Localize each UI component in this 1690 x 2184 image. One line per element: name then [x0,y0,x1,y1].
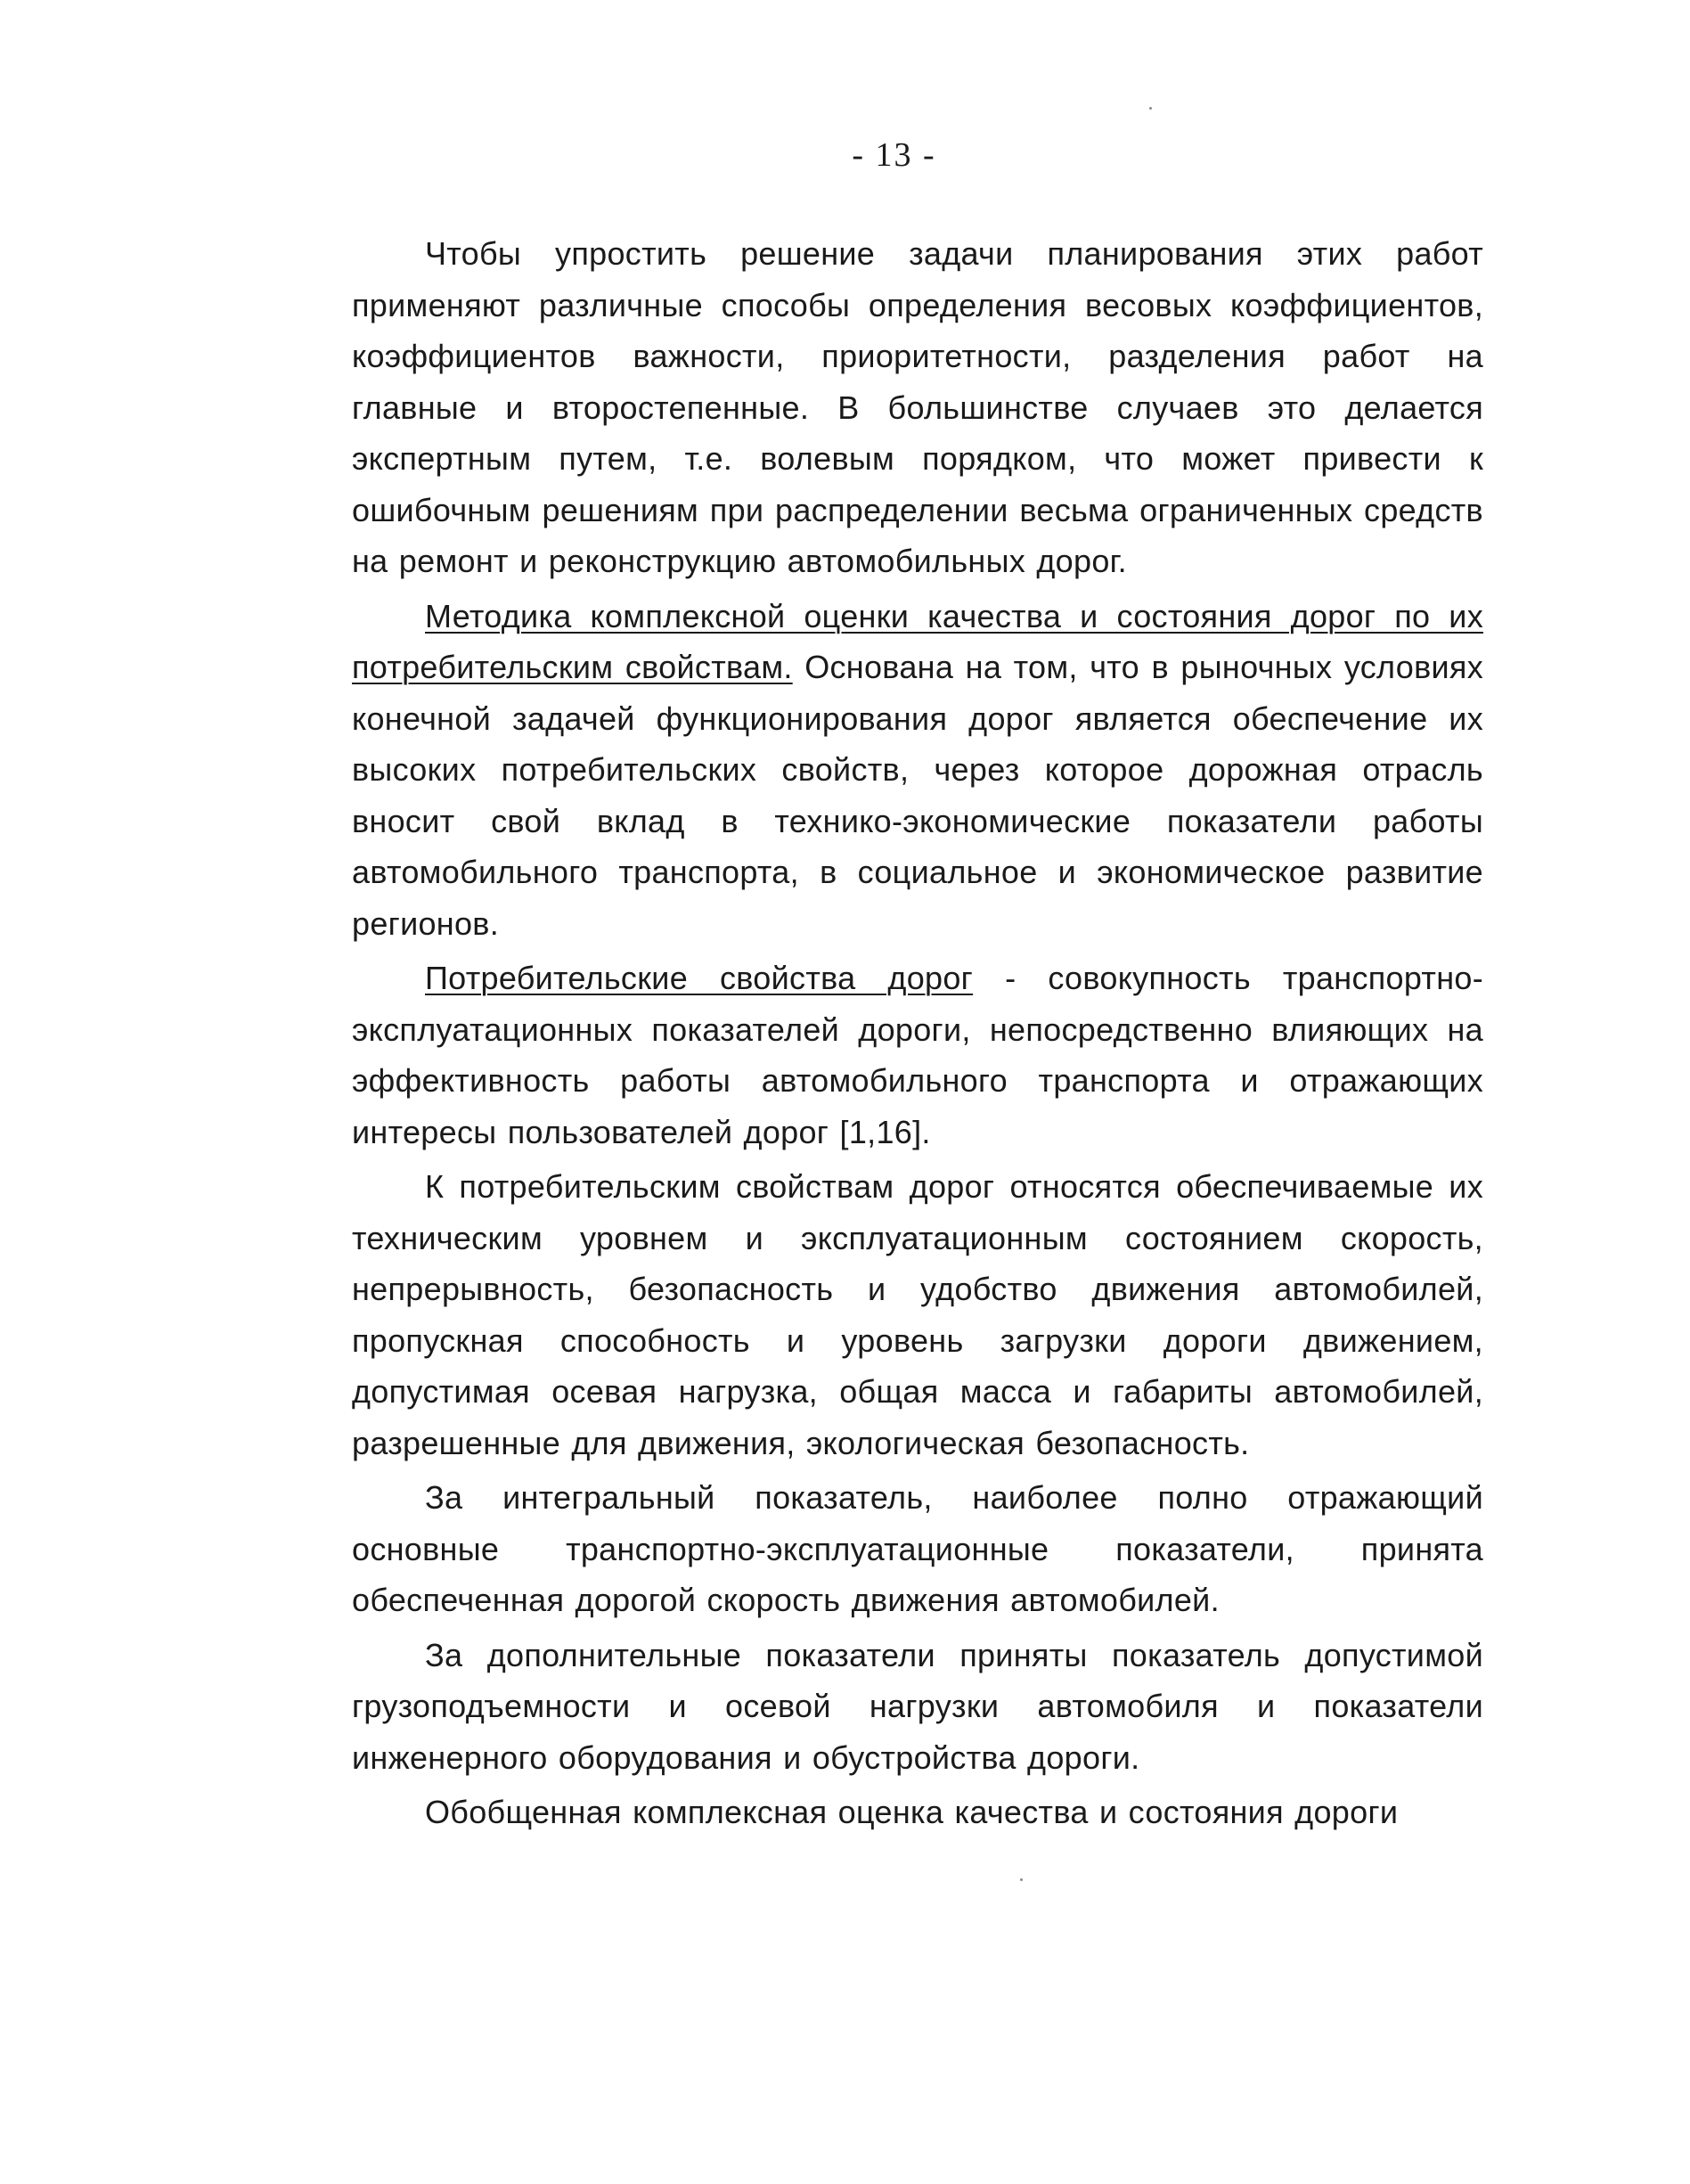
document-body [352,228,1483,1842]
paragraph-text: Основана на том, что в рыночных условиях конечной задачей функционирования дорог является обеспечение их высоких потребительских свойств, через которое дорожная отрасль вносит свой вклад в технико-экономические показатели работы автомобильного транспорта, в социальное и экономическое развитие регионов. [352,649,1483,942]
methodology-term: Методика комплексной оценки качества и состояния дорог по их потребительским свойствам. [352,597,1483,685]
paragraph-text: За интегральный показатель, наиболее полно отражающий основные транспортно-эксплуатационные показатели, принята обеспеченная дорогой скорость движения автомобилей. [352,1479,1483,1618]
consumer-properties-term: Потребительские свойства дорог [425,960,974,996]
paragraph-generalized-assessment [352,1787,1483,1838]
paragraph-text: Обобщенная комплексная оценка качества и состояния дороги [425,1794,1399,1830]
paragraph-text: - совокупность транспортно-эксплуатационных показателей дороги, непосредственно влияющих на эффективность работы автомобильного транспорта и отражающих интересы пользователей дорог [1,16]. [352,960,1483,1150]
paragraph-consumer-properties-list [352,1161,1483,1468]
scan-speck [1020,1878,1023,1881]
scan-speck [1149,107,1152,110]
paragraph-text: За дополнительные показатели приняты показатель допустимой грузоподъемности и осевой нагрузки автомобиля и показатели инженерного оборудования и обустройства дороги. [352,1636,1483,1776]
paragraph-additional-indicators [352,1630,1483,1784]
paragraph-methodology [352,591,1483,950]
page-number: - 13 - [852,136,936,174]
paragraph-integral-indicator [352,1472,1483,1626]
paragraph-text: К потребительским свойствам дорог относятся обеспечиваемые их техническим уровнем и эксплуатационным состоянием скорость, непрерывность, безопасность и удобство движения автомобилей, пропускная способность и уровень загрузки дороги движением, допустимая осевая нагрузка, общая масса и габариты автомобилей, разрешенные для движения, экологическая безопасность. [352,1168,1483,1461]
paragraph-consumer-properties-definition [352,953,1483,1157]
paragraph-planning [352,228,1483,587]
paragraph-text: Чтобы упростить решение задачи планирования этих работ применяют различные способы определения весовых коэффициентов, коэффициентов важности, приоритетности, разделения работ на главные и второстепенные. В большинстве случаев это делается экспертным путем, т.е. волевым порядком, что может привести к ошибочным решениям при распределении весьма ограниченных средств на ремонт и реконструкцию автомобильных дорог. [352,235,1483,579]
